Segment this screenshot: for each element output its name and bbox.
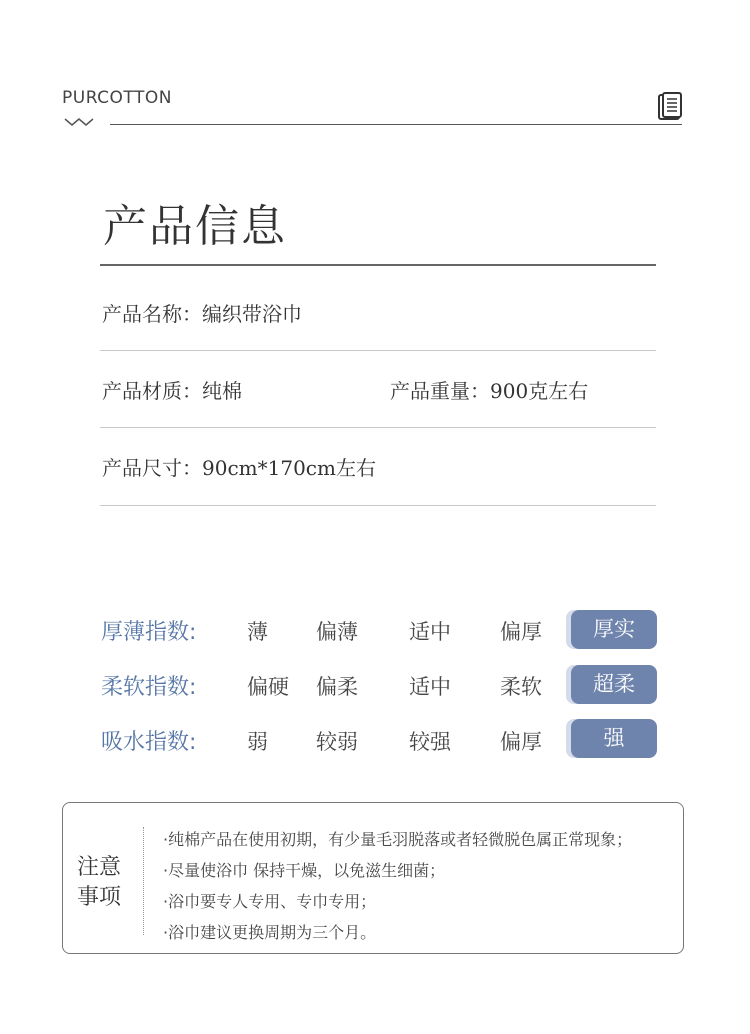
notice-title-line: 注意 (77, 855, 122, 880)
info-rule (100, 427, 656, 428)
thickness-option: 适中 (409, 620, 451, 644)
notice-item: ·尽量使浴巾 保持干燥，以免滋生细菌； (163, 861, 446, 880)
softness-option: 柔软 (500, 675, 542, 699)
brand-name: PURCOTTON (62, 88, 172, 108)
absorbency-selected-badge: 强 (571, 719, 657, 758)
softness-option: 适中 (409, 675, 451, 699)
notice-item: ·浴巾建议更换周期为三个月。 (163, 923, 377, 942)
softness-option: 偏硬 (247, 675, 289, 699)
page-title: 产品信息 (103, 201, 287, 252)
thickness-option: 薄 (247, 620, 268, 644)
book-icon (656, 92, 684, 122)
softness-index-label: 柔软指数: (101, 675, 197, 700)
title-rule (100, 264, 656, 266)
header-rule (110, 124, 682, 125)
info-material: 产品材质：纯棉 (102, 379, 242, 403)
info-size: 产品尺寸：90cm*170cm左右 (102, 456, 376, 480)
thickness-selected-badge: 厚实 (571, 610, 657, 649)
absorbency-option: 弱 (247, 730, 268, 754)
notice-title (77, 853, 127, 913)
absorbency-index-label: 吸水指数: (101, 730, 197, 755)
thickness-index-label: 厚薄指数: (101, 620, 197, 645)
thickness-option: 偏厚 (500, 620, 542, 644)
softness-selected-badge: 超柔 (571, 665, 657, 704)
info-product-name: 产品名称：编织带浴巾 (102, 302, 302, 326)
absorbency-option: 较弱 (316, 730, 358, 754)
info-rule (100, 350, 656, 351)
absorbency-option: 偏厚 (500, 730, 542, 754)
wave-decoration-icon (64, 117, 96, 127)
notice-item: ·纯棉产品在使用初期，有少量毛羽脱落或者轻微脱色属正常现象； (163, 830, 633, 849)
info-weight: 产品重量：900克左右 (390, 379, 589, 403)
notice-divider (143, 827, 144, 935)
notice-title-line: 事项 (77, 885, 122, 910)
thickness-option: 偏薄 (316, 620, 358, 644)
absorbency-option: 较强 (409, 730, 451, 754)
notice-item: ·浴巾要专人专用、专巾专用； (163, 892, 377, 911)
info-rule (100, 505, 656, 506)
notice-box (62, 802, 684, 954)
softness-option: 偏柔 (316, 675, 358, 699)
